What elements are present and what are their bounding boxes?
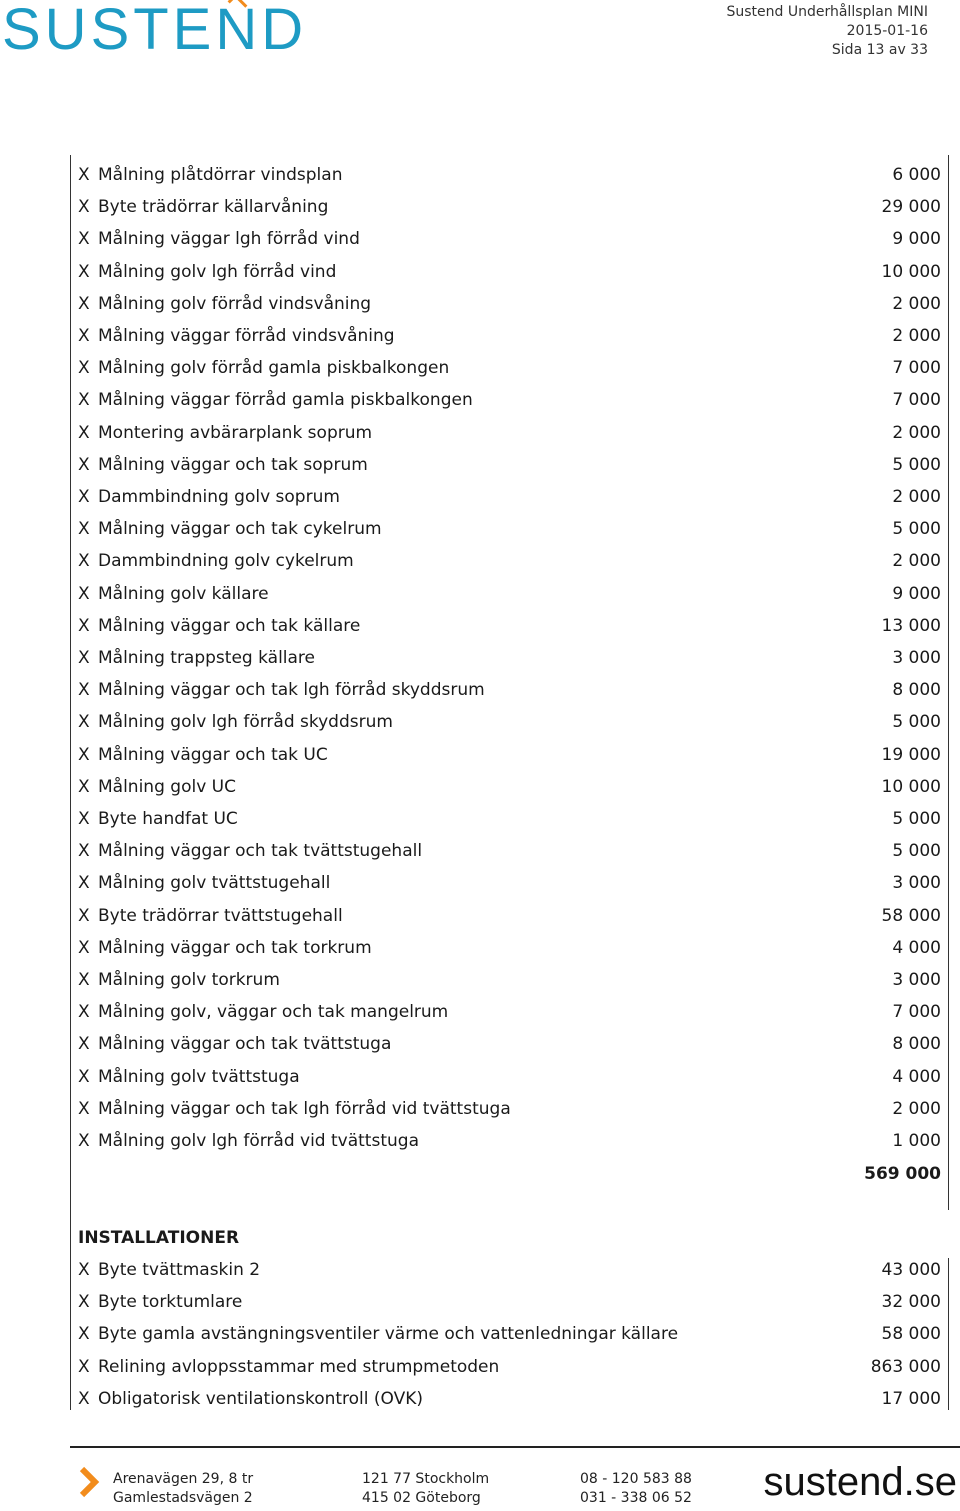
item-amount: 4 000 — [892, 1066, 941, 1087]
item-mark: X — [78, 261, 90, 282]
item-mark: X — [78, 905, 90, 926]
item-amount: 7 000 — [892, 390, 941, 411]
list-item — [78, 996, 941, 1028]
footer-postal-stockholm: 121 77 Stockholm — [362, 1471, 490, 1487]
item-mark: X — [78, 487, 90, 507]
list-item — [78, 803, 941, 835]
item-mark: X — [78, 776, 90, 797]
item-amount: 5 000 — [892, 809, 941, 829]
item-amount: 5 000 — [892, 454, 941, 475]
item-description: Målning väggar förråd gamla piskbalkongen — [98, 390, 473, 411]
item-amount: 5 000 — [892, 519, 941, 540]
item-description: Målning golv UC — [98, 776, 236, 797]
item-mark: X — [78, 326, 90, 346]
item-mark: X — [78, 229, 90, 250]
list-item — [78, 449, 941, 481]
item-description: Målning plåtdörrar vindsplan — [98, 165, 343, 185]
item-amount: 17 000 — [881, 1388, 941, 1409]
list-item — [78, 191, 941, 223]
item-description: Målning golv, väggar och tak mangelrum — [98, 1002, 449, 1023]
item-amount: 9 000 — [892, 229, 941, 250]
item-amount: 8 000 — [892, 680, 941, 701]
footer-divider — [70, 1446, 960, 1448]
item-mark: X — [78, 1002, 90, 1023]
item-description: Målning golv lgh förråd vind — [98, 261, 337, 282]
item-description: Målning trappsteg källare — [98, 648, 316, 668]
item-mark: X — [78, 1131, 90, 1151]
item-description: Byte torktumlare — [98, 1292, 243, 1313]
list-item — [78, 835, 941, 867]
item-description: Dammbindning golv soprum — [98, 487, 340, 507]
item-description: Dammbindning golv cykelrum — [98, 551, 354, 572]
list-item — [78, 545, 941, 577]
item-description: Byte trädörrar källarvåning — [98, 197, 329, 218]
item-mark: X — [78, 1098, 90, 1119]
item-mark: X — [78, 970, 90, 990]
item-mark: X — [78, 551, 90, 572]
item-amount: 1 000 — [892, 1131, 941, 1151]
table-left-border — [70, 155, 71, 1410]
list-item — [78, 352, 941, 384]
item-description: Målning golv tvättstuga — [98, 1066, 300, 1087]
list-item — [78, 256, 941, 288]
list-item — [78, 674, 941, 706]
item-amount: 2 000 — [892, 1098, 941, 1119]
item-amount: 29 000 — [881, 197, 941, 218]
footer-postal-codes — [362, 1470, 489, 1508]
item-description: Målning golv förråd vindsvåning — [98, 293, 372, 314]
list-item — [78, 417, 941, 449]
item-mark: X — [78, 712, 90, 733]
item-amount: 43 000 — [881, 1260, 941, 1280]
list-item — [78, 384, 941, 416]
list-item — [78, 1125, 941, 1157]
total-amount: 569 000 — [864, 1164, 941, 1184]
item-description: Målning väggar och tak källare — [98, 615, 361, 636]
item-description: Montering avbärarplank soprum — [98, 422, 373, 443]
list-item — [78, 706, 941, 738]
item-description: Målning golv torkrum — [98, 970, 280, 990]
logo-text-end: D — [261, 0, 308, 62]
item-amount: 19 000 — [881, 744, 941, 765]
list-item — [78, 578, 941, 610]
list-item — [78, 481, 941, 513]
item-mark: X — [78, 873, 90, 894]
item-description: Målning golv tvättstugehall — [98, 873, 331, 894]
item-amount: 32 000 — [881, 1292, 941, 1313]
logo-hat-letter: N — [215, 0, 261, 63]
list-item — [78, 288, 941, 320]
item-description: Byte gamla avstängningsventiler värme och vattenledningar källare — [98, 1324, 679, 1345]
footer-address-stockholm: Arenavägen 29, 8 tr — [113, 1471, 254, 1487]
item-amount: 2 000 — [892, 487, 941, 507]
item-description: Målning väggar förråd vindsvåning — [98, 326, 395, 346]
item-description: Målning väggar och tak tvättstuga — [98, 1034, 392, 1055]
item-description: Målning väggar och tak lgh förråd vid tvättstuga — [98, 1098, 511, 1119]
table-right-border-lower — [948, 1258, 949, 1410]
item-mark: X — [78, 744, 90, 765]
item-amount: 4 000 — [892, 937, 941, 958]
item-amount: 5 000 — [892, 841, 941, 862]
item-mark: X — [78, 583, 90, 604]
list-item — [78, 1383, 941, 1415]
item-mark: X — [78, 937, 90, 958]
item-description: Målning golv källare — [98, 583, 269, 604]
item-description: Målning väggar lgh förråd vind — [98, 229, 360, 250]
list-item — [78, 1028, 941, 1060]
list-item — [78, 867, 941, 899]
list-item — [78, 739, 941, 771]
footer-address-goteborg: Gamlestadsvägen 2 — [113, 1490, 253, 1506]
table-right-border — [948, 155, 949, 1210]
item-description: Målning väggar och tak tvättstugehall — [98, 841, 423, 862]
list-item — [78, 771, 941, 803]
list-item — [78, 1093, 941, 1125]
item-mark: X — [78, 422, 90, 443]
item-mark: X — [78, 648, 90, 668]
list-item — [78, 513, 941, 545]
document-header-info — [726, 3, 928, 60]
list-item — [78, 1318, 941, 1350]
item-mark: X — [78, 454, 90, 475]
item-mark: X — [78, 1292, 90, 1313]
list-item — [78, 642, 941, 674]
sustend-logo — [2, 0, 307, 63]
list-item — [78, 1351, 941, 1383]
item-amount: 863 000 — [870, 1356, 941, 1377]
item-mark: X — [78, 1034, 90, 1055]
document-title: Sustend Underhållsplan MINI — [726, 4, 928, 20]
item-amount: 58 000 — [881, 1324, 941, 1345]
list-item — [78, 932, 941, 964]
item-amount: 2 000 — [892, 293, 941, 314]
item-mark: X — [78, 390, 90, 411]
document-date: 2015-01-16 — [846, 23, 928, 39]
item-mark: X — [78, 809, 90, 829]
item-amount: 3 000 — [892, 873, 941, 894]
item-mark: X — [78, 615, 90, 636]
item-description: Målning väggar och tak lgh förråd skyddsrum — [98, 680, 485, 701]
item-amount: 7 000 — [892, 358, 941, 379]
item-description: Målning väggar och tak cykelrum — [98, 519, 382, 540]
item-mark: X — [78, 197, 90, 218]
item-amount: 7 000 — [892, 1002, 941, 1023]
item-amount: 13 000 — [881, 615, 941, 636]
item-description: Obligatorisk ventilationskontroll (OVK) — [98, 1388, 424, 1409]
logo-text-start: SUSTE — [2, 0, 216, 62]
item-description: Målning väggar och tak torkrum — [98, 937, 372, 958]
item-amount: 2 000 — [892, 422, 941, 443]
item-description: Byte tvättmaskin 2 — [98, 1260, 261, 1280]
item-mark: X — [78, 358, 90, 379]
item-description: Målning golv lgh förråd skyddsrum — [98, 712, 393, 733]
chevron-right-icon — [78, 1466, 100, 1498]
footer-phone-stockholm: 08 - 120 583 88 — [580, 1471, 692, 1487]
item-description: Målning golv förråd gamla piskbalkongen — [98, 358, 450, 379]
item-description: Målning golv lgh förråd vid tvättstuga — [98, 1131, 419, 1151]
item-description: Målning väggar och tak soprum — [98, 454, 368, 475]
item-mark: X — [78, 1324, 90, 1345]
list-item — [78, 1254, 941, 1286]
item-amount: 10 000 — [881, 776, 941, 797]
list-item — [78, 964, 941, 996]
item-mark: X — [78, 293, 90, 314]
item-amount: 3 000 — [892, 970, 941, 990]
footer-brand-url[interactable]: sustend.se — [763, 1460, 957, 1504]
footer-phone-numbers — [580, 1470, 692, 1508]
item-amount: 5 000 — [892, 712, 941, 733]
item-description: Målning väggar och tak UC — [98, 744, 328, 765]
item-description: Relining avloppsstammar med strumpmetoden — [98, 1356, 500, 1377]
list-item — [78, 223, 941, 255]
footer-addresses — [113, 1470, 253, 1508]
item-amount: 8 000 — [892, 1034, 941, 1055]
item-amount: 9 000 — [892, 583, 941, 604]
item-amount: 6 000 — [892, 165, 941, 185]
item-amount: 2 000 — [892, 551, 941, 572]
list-item — [78, 610, 941, 642]
item-mark: X — [78, 165, 90, 185]
item-mark: X — [78, 841, 90, 862]
list-item — [78, 159, 941, 191]
item-amount: 10 000 — [881, 261, 941, 282]
item-description: Byte handfat UC — [98, 809, 238, 829]
page-number: Sida 13 av 33 — [831, 42, 928, 58]
item-amount: 3 000 — [892, 648, 941, 668]
footer-phone-goteborg: 031 - 338 06 52 — [580, 1490, 692, 1506]
item-amount: 2 000 — [892, 326, 941, 346]
list-item — [78, 900, 941, 932]
item-description: Byte trädörrar tvättstugehall — [98, 905, 343, 926]
item-mark: X — [78, 519, 90, 540]
item-mark: X — [78, 1388, 90, 1409]
item-mark: X — [78, 1356, 90, 1377]
item-mark: X — [78, 1066, 90, 1087]
list-item — [78, 320, 941, 352]
item-amount: 58 000 — [881, 905, 941, 926]
item-mark: X — [78, 680, 90, 701]
footer-postal-goteborg: 415 02 Göteborg — [362, 1490, 481, 1506]
item-mark: X — [78, 1260, 90, 1280]
list-item — [78, 1286, 941, 1318]
section-title-installationer: INSTALLATIONER — [78, 1228, 240, 1248]
list-item — [78, 1061, 941, 1093]
